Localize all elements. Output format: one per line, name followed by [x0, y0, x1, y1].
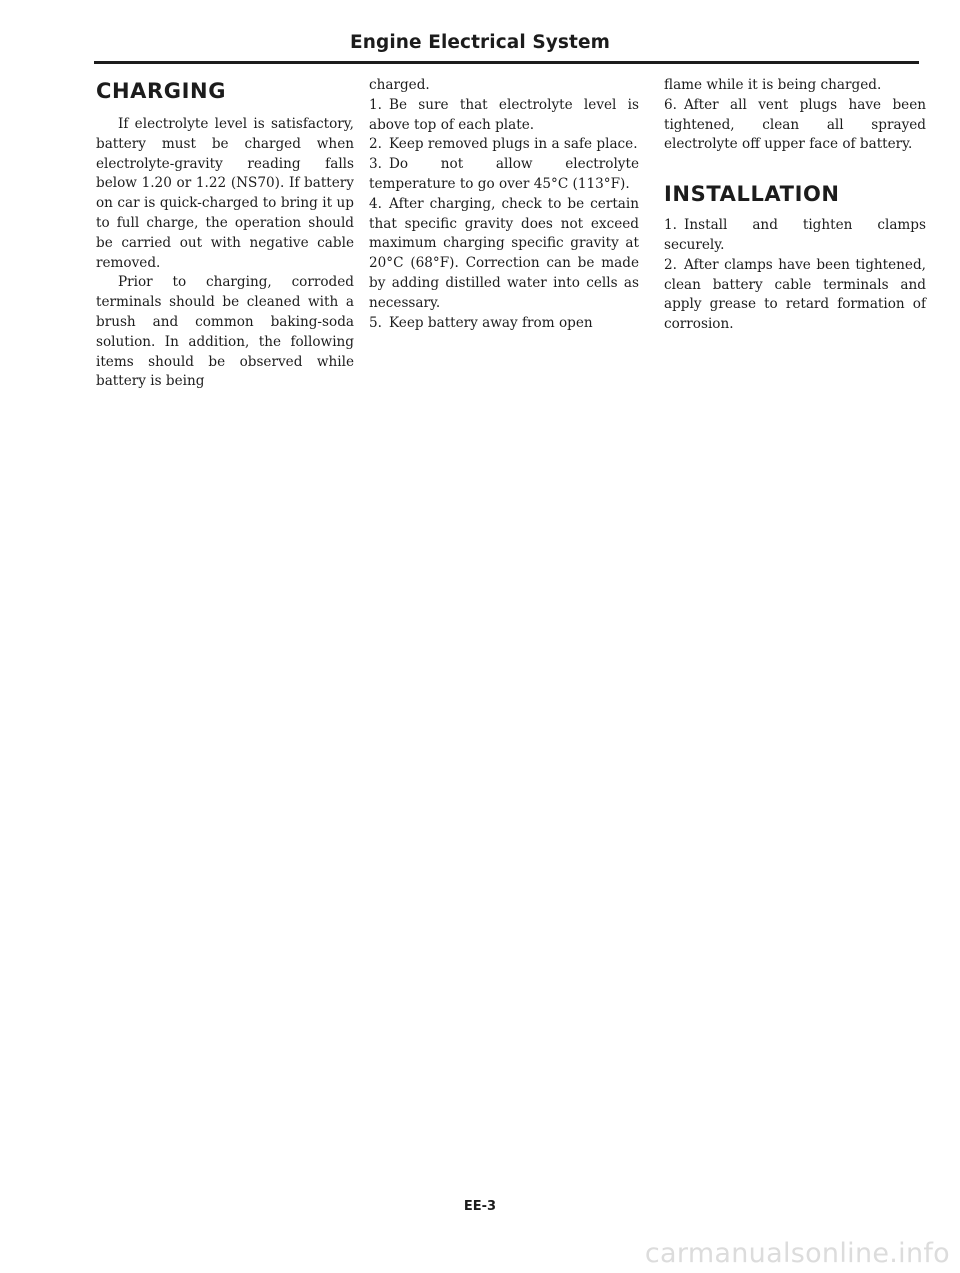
list-item	[664, 216, 926, 256]
list-item-number: 2.	[369, 136, 382, 153]
list-item	[369, 314, 639, 334]
charging-paragraph-1: If electrolyte level is satisfactory, battery must be charged when electrolyte-gravity reading falls below 1.20 or 1.22 (NS70). If battery on car is quick-charged to bring it up to full charge, the operation should be carried out with negative cable removed.	[96, 116, 354, 271]
watermark: carmanualsonline.info	[644, 1238, 950, 1269]
list-item-text: After clamps have been tightened, clean battery cable terminals and apply grease to retard formation of corrosion.	[664, 256, 926, 333]
charging-heading: CHARGING	[96, 79, 227, 103]
list-item-text: Install and tighten clamps securely.	[664, 217, 926, 253]
list-item-number: 2.	[664, 256, 677, 273]
list-item-number: 1.	[369, 96, 382, 113]
list-item-text: Keep battery away from open	[389, 314, 593, 331]
header-rule	[94, 61, 919, 64]
page-header-title: Engine Electrical System	[349, 32, 611, 53]
charging-continuation: charged.	[369, 77, 430, 93]
list-item	[664, 96, 926, 155]
list-item	[369, 155, 639, 195]
list-item-text: Do not allow electrolyte temperature to go over 45°C (113°F).	[369, 156, 639, 192]
list-item-number: 6.	[664, 96, 677, 113]
column-left	[96, 78, 354, 392]
charging-paragraph-2: Prior to charging, corroded terminals should be cleaned with a brush and common baking-soda solution. In addition, the following items should be observed while battery is being	[96, 274, 354, 390]
list-item	[369, 195, 639, 314]
column-right	[664, 76, 926, 335]
list-item-text: Keep removed plugs in a safe place.	[389, 136, 638, 153]
list-item-text: After all vent plugs have been tightened, clean all sprayed electrolyte off upper face of battery.	[664, 96, 926, 153]
list-item-text: Be sure that electrolyte level is above top of each plate.	[369, 96, 639, 133]
charging-continuation-2: flame while it is being charged.	[664, 77, 882, 93]
list-item-number: 3.	[369, 156, 382, 173]
installation-heading: INSTALLATION	[664, 182, 840, 207]
list-item-number: 5.	[369, 314, 382, 331]
page-number: EE-3	[463, 1199, 497, 1214]
list-item	[369, 135, 639, 155]
list-item	[664, 256, 926, 335]
list-item-text: After charging, check to be certain that specific gravity does not exceed maximum charging specific gravity at 20°C (68°F). Correction can be made by adding distilled water into cells as necessary.	[369, 195, 639, 311]
column-middle	[369, 76, 639, 333]
list-item-number: 4.	[369, 195, 382, 212]
list-item	[369, 96, 639, 136]
list-item-number: 1.	[664, 217, 677, 234]
